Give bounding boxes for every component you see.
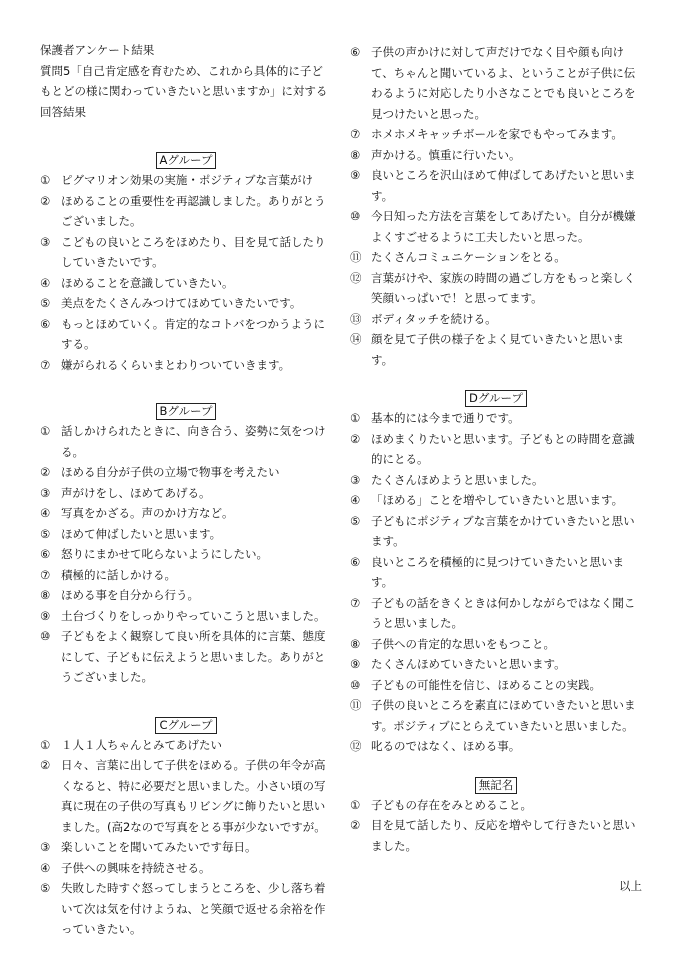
list-item <box>350 145 642 166</box>
item-number: ④ <box>350 493 361 507</box>
group-b-list <box>40 421 332 688</box>
item-number: ② <box>350 431 361 446</box>
list-item <box>40 858 332 879</box>
list-item <box>350 329 642 370</box>
item-number: ③ <box>40 840 51 854</box>
item-number: ⑬ <box>350 311 362 326</box>
list-item <box>40 878 332 940</box>
list-item <box>40 524 332 545</box>
item-text: 「ほめる」ことを増やしていきたいと思います。 <box>371 493 624 507</box>
item-text: 叱るのではなく、ほめる事。 <box>371 739 521 753</box>
list-item <box>40 293 332 314</box>
item-number: ① <box>350 411 361 425</box>
item-number: ⑤ <box>40 881 51 895</box>
item-text: 子どもをよく観察して良い所を具体的に言葉、態度にして、子どもに伝えようと思いました。ありがとうございました。 <box>61 629 326 684</box>
item-text: 子どもにポジティブな言葉をかけていきたいと思います。 <box>371 513 635 548</box>
list-item <box>350 736 642 757</box>
item-text: 写真をかざる。声のかけ方など。 <box>61 506 234 520</box>
item-text: 積極的に話しかける。 <box>61 567 176 582</box>
group-d <box>350 388 642 757</box>
item-text: 言葉がけや、家族の時間の過ごし方をもっと楽しく笑顔いっぱいで！と思ってます。 <box>371 270 636 305</box>
item-number: ⑧ <box>350 147 361 162</box>
item-number: ⑨ <box>40 608 51 623</box>
item-number: ⑩ <box>40 629 51 643</box>
group-d-list <box>350 408 642 757</box>
list-item <box>40 355 332 376</box>
item-number: ④ <box>40 860 51 875</box>
list-item <box>40 503 332 524</box>
item-text: こどもの良いところをほめたり、目を見て話したりしていきたいです。 <box>61 234 326 269</box>
item-number: ⑦ <box>40 567 51 582</box>
list-item <box>350 695 642 736</box>
item-number: ⑪ <box>350 250 362 264</box>
list-item <box>40 170 332 191</box>
left-column <box>40 40 332 940</box>
list-item <box>40 626 332 688</box>
list-item <box>350 408 642 429</box>
item-number: ⑭ <box>350 332 362 346</box>
list-item <box>350 593 642 634</box>
item-number: ⑩ <box>350 209 361 223</box>
item-number: ⑥ <box>40 316 51 331</box>
item-number: ⑥ <box>350 554 361 569</box>
group-b <box>40 401 332 688</box>
list-item <box>40 483 332 504</box>
item-number: ③ <box>40 485 51 500</box>
group-c-continued <box>350 42 642 370</box>
list-item <box>40 273 332 294</box>
item-number: ⑦ <box>40 357 51 372</box>
list-item <box>40 585 332 606</box>
list-item <box>350 268 642 309</box>
list-item <box>350 470 642 491</box>
list-item <box>350 247 642 268</box>
item-text: ピグマリオン効果の実施・ポジティブな言葉がけ <box>61 173 313 187</box>
list-item <box>40 191 332 232</box>
list-item <box>350 124 642 145</box>
list-item <box>350 511 642 552</box>
group-c-continued-list <box>350 42 642 370</box>
item-number: ⑤ <box>350 513 361 528</box>
group-anon-heading: 無記名 <box>350 775 642 795</box>
list-item <box>350 165 642 206</box>
list-item <box>350 815 642 856</box>
item-number: ⑤ <box>40 526 51 541</box>
item-text: 楽しいことを聞いてみたいです毎日。 <box>61 840 257 854</box>
item-text: 子供への興味を持続させる。 <box>61 860 211 875</box>
item-text: ほめる自分が子供の立場で物事を考えたい <box>61 465 280 479</box>
item-text: 声かける。慎重に行いたい。 <box>371 147 521 162</box>
item-text: たくさんコミュニケーションをとる。 <box>371 250 566 264</box>
list-item <box>40 735 332 756</box>
item-text: 基本的には今まで通りです。 <box>371 411 520 425</box>
item-number: ① <box>40 424 51 438</box>
group-c <box>40 715 332 940</box>
list-item <box>350 795 642 816</box>
item-text: 子どもの可能性を信じ、ほめることの実践。 <box>371 677 601 692</box>
item-number: ⑫ <box>350 739 362 753</box>
list-item <box>40 544 332 565</box>
item-text: 日々、言葉に出して子供をほめる。子供の年令が高くなると、特に必要だと思いました。小さい頃の写真に現在の子供の写真もリビングに飾りたいと思いました。(高2なので写真をとる事が少ないですが。 <box>61 758 326 834</box>
item-text: 失敗した時すぐ怒ってしまうところを、少し落ち着いて次は気を付けようね、と笑顔で返せる余裕を作っていきたい。 <box>61 881 326 936</box>
item-number: ⑩ <box>350 677 361 692</box>
group-b-heading: Bグループ <box>40 401 332 421</box>
item-text: ほめることの重要性を再認識しました。ありがとうございました。 <box>61 193 326 228</box>
item-number: ⑨ <box>350 657 361 671</box>
list-item <box>40 232 332 273</box>
document-title: 保護者アンケート結果 <box>40 43 155 57</box>
item-text: 子供への肯定的な思いをもつこと。 <box>371 636 555 651</box>
list-item <box>350 309 642 330</box>
list-item <box>40 314 332 355</box>
list-item <box>350 429 642 470</box>
item-text: 子どもの話をきくときは何かしながらではなく聞こうと思いました。 <box>371 595 636 630</box>
list-item <box>350 490 642 511</box>
list-item <box>40 565 332 586</box>
item-text: 子供の声かけに対して声だけでなく目や顔も向けて、ちゃんと聞いているよ、ということが子供に伝わるように対応したり小さなことでも良いところを見つけたいと思った。 <box>371 45 636 121</box>
list-item <box>350 42 642 124</box>
right-column <box>350 42 642 896</box>
item-number: ② <box>350 818 361 832</box>
item-text: 良いところを積極的に見つけていきたいと思います。 <box>371 554 624 589</box>
list-item <box>40 421 332 462</box>
item-text: 話しかけられたときに、向き合う、姿勢に気をつける。 <box>61 424 326 459</box>
item-text: ホメホメキャッチボールを家でもやってみます。 <box>371 127 623 141</box>
item-number: ④ <box>40 506 51 520</box>
item-text: 怒りにまかせて叱らないようにしたい。 <box>61 547 268 561</box>
item-number: ⑧ <box>350 636 361 651</box>
item-number: ⑦ <box>350 127 361 141</box>
group-anon <box>350 775 642 857</box>
item-number: ⑫ <box>350 270 362 285</box>
item-text: 美点をたくさんみつけてほめていきたいです。 <box>61 296 302 310</box>
item-text: ほめることを意識していきたい。 <box>61 275 234 290</box>
item-number: ⑦ <box>350 595 361 610</box>
item-text: 良いところを沢山ほめて伸ばしてあげたいと思います。 <box>371 168 636 203</box>
question-title: 質問5「自己肯定感を育むため、これから具体的に子どもとどの様に関わっていきたいと思いますか」に対する回答結果 <box>40 63 328 119</box>
item-text: たくさんほめようと思いました。 <box>371 472 544 487</box>
item-number: ⑥ <box>40 547 51 561</box>
list-item <box>40 606 332 627</box>
document-header <box>40 40 332 122</box>
item-text: 声がけをし、ほめてあげる。 <box>61 485 211 500</box>
list-item <box>350 552 642 593</box>
item-text: 今日知った方法を言葉をしてあげたい。自分が機嫌よくすごせるように工夫したいと思った。 <box>371 209 636 244</box>
item-number: ② <box>40 758 51 772</box>
group-c-heading: Cグループ <box>40 715 332 735</box>
item-number: ④ <box>40 275 51 290</box>
item-text: 顔を見て子供の様子をよく見ていきたいと思います。 <box>371 332 624 367</box>
list-item <box>40 462 332 483</box>
item-number: ② <box>40 465 51 479</box>
item-number: ⑨ <box>350 168 361 182</box>
item-text: 土台づくりをしっかりやっていこうと思いました。 <box>61 608 326 623</box>
item-number: ① <box>350 797 361 812</box>
item-text: 子どもの存在をみとめること。 <box>371 797 532 812</box>
item-number: ② <box>40 193 51 208</box>
item-number: ③ <box>350 472 361 487</box>
item-text: 嫌がられるくらいまとわりついていきます。 <box>61 357 291 372</box>
item-text: たくさんほめていきたいと思います。 <box>371 657 566 671</box>
item-text: ほめて伸ばしたいと思います。 <box>61 526 222 541</box>
item-text: 子供の良いところを素直にほめていきたいと思います。ポジティブにとらえていきたいと思いました。 <box>371 698 636 733</box>
item-text: １人１人ちゃんとみてあげたい <box>61 737 222 752</box>
item-text: ボディタッチを続ける。 <box>371 311 497 326</box>
item-text: もっとほめていく。肯定的なコトバをつかうようにする。 <box>61 316 326 351</box>
list-item <box>40 837 332 858</box>
item-number: ⑧ <box>40 588 51 602</box>
list-item <box>350 634 642 655</box>
item-text: 目を見て話したり、反応を増やして行きたいと思いました。 <box>371 818 636 853</box>
closing-mark: 以上 <box>619 879 642 893</box>
list-item <box>350 654 642 675</box>
item-number: ⑤ <box>40 296 51 310</box>
group-anon-list <box>350 795 642 857</box>
item-number: ① <box>40 737 51 752</box>
group-a-list <box>40 170 332 375</box>
group-a <box>40 150 332 375</box>
item-number: ⑪ <box>350 698 362 712</box>
item-text: ほめまくりたいと思います。子どもとの時間を意識的にとる。 <box>371 431 635 466</box>
group-a-heading: Aグループ <box>40 150 332 170</box>
item-number: ③ <box>40 234 51 249</box>
group-d-heading: Dグループ <box>350 388 642 408</box>
item-number: ⑥ <box>350 45 361 59</box>
item-number: ① <box>40 173 51 187</box>
group-c-list <box>40 735 332 940</box>
list-item <box>350 206 642 247</box>
list-item <box>350 675 642 696</box>
list-item <box>40 755 332 837</box>
item-text: ほめる事を自分から行う。 <box>61 588 199 602</box>
